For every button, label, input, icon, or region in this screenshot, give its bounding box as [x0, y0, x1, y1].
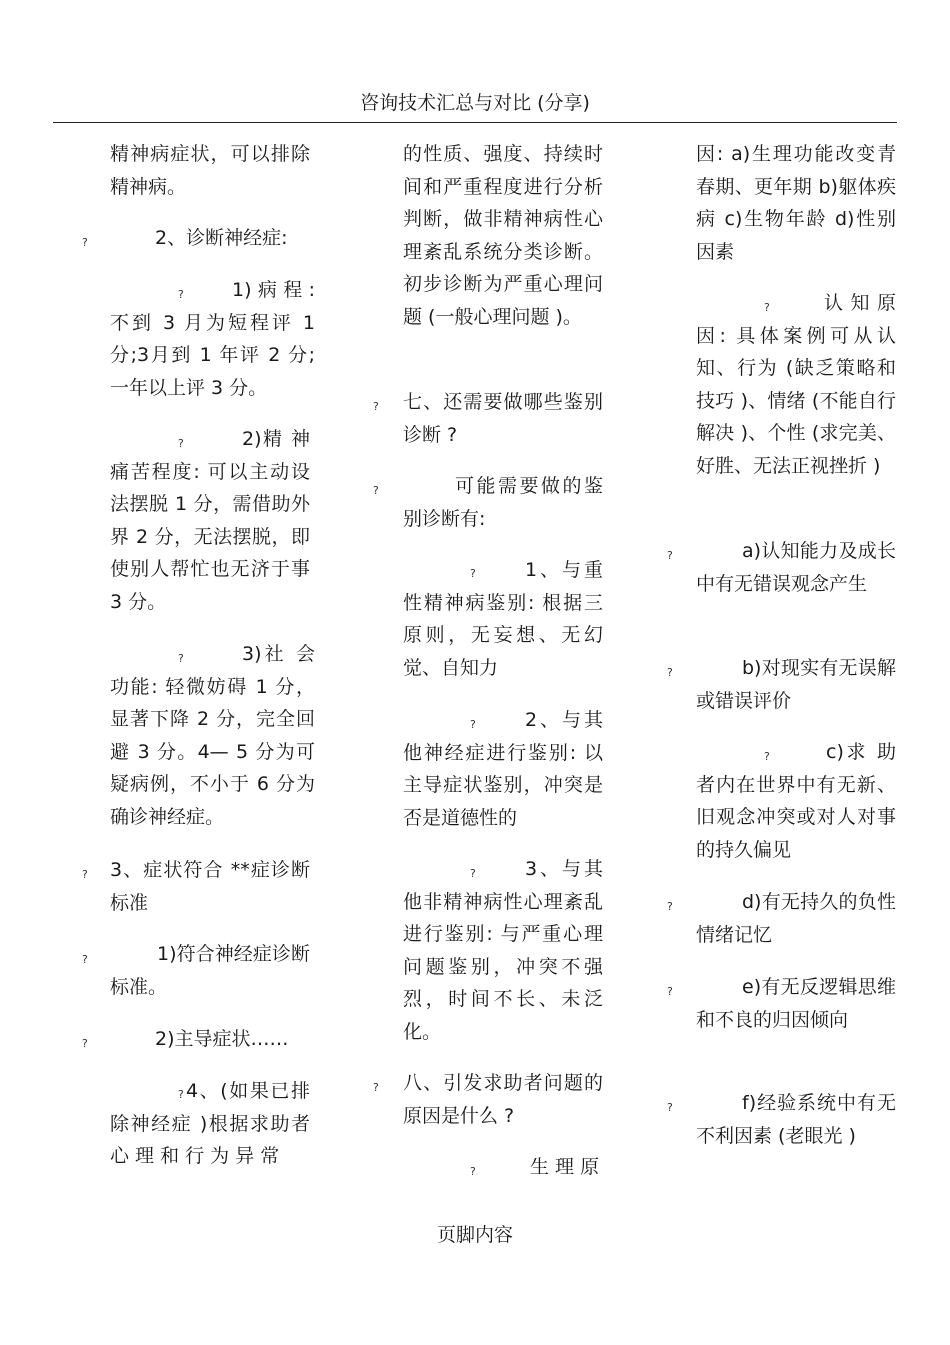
bullet-marker: ?	[667, 549, 673, 562]
bullet-marker: ?	[178, 288, 184, 301]
bullet-marker: ?	[82, 236, 88, 249]
paragraph: 生 理 原	[530, 1156, 600, 1178]
bullet-marker: ?	[178, 1088, 184, 1101]
paragraph: 3)社 会 功能: 轻微妨碍 1 分，显著下降 2 分，完全回避 3 分。4— 5 分为可疑病例，不小于 6 分为确诊神经症。	[110, 643, 315, 828]
paragraph: 3、症状符合 **症诊断标准	[110, 859, 310, 914]
paragraph: 八、引发求助者问题的原因是什么 ?	[403, 1072, 603, 1127]
bullet-marker: ?	[178, 437, 184, 450]
paragraph: 2)主导症状……	[155, 1028, 289, 1050]
bullet-marker: ?	[667, 1101, 673, 1114]
bullet-marker: ?	[470, 1165, 476, 1178]
bullet-marker: ?	[373, 484, 379, 497]
paragraph: 可能需要做的鉴别诊断有:	[403, 475, 603, 530]
paragraph: e)有无反逻辑思维和不良的归因倾向	[696, 976, 896, 1031]
paragraph: 七、还需要做哪些鉴别诊断 ?	[403, 391, 603, 446]
paragraph: 的性质、强度、持续时间和严重程度进行分析判断，做非精神病性心理紊乱系统分类诊断。初步诊断为严重心理问题 (一般心理问题 )。	[403, 143, 603, 328]
bullet-marker: ?	[667, 666, 673, 679]
bullet-marker: ?	[764, 750, 770, 763]
bullet-marker: ?	[667, 900, 673, 913]
paragraph: 1、与重性精神病鉴别: 根据三原则，无妄想、无幻觉、自知力	[403, 559, 603, 679]
paragraph: 精神病症状，可以排除精神病。	[110, 143, 310, 198]
page-header-title: 咨询技术汇总与对比 (分享)	[360, 92, 590, 114]
bullet-marker: ?	[470, 718, 476, 731]
bullet-marker: ?	[470, 867, 476, 880]
paragraph: d)有无持久的负性情绪记忆	[696, 891, 896, 946]
paragraph: 1)病程: 不到 3 月为短程评 1 分;3月到 1 年评 2 分; 一年以上评 3 分。	[110, 279, 315, 399]
header-rule	[53, 122, 897, 123]
paragraph: 2)精 神 痛苦程度: 可以主动设法摆脱 1 分，需借助外界 2 分，无法摆脱，即使别人帮忙也无济于事 3 分。	[110, 428, 310, 613]
bullet-marker: ?	[178, 652, 184, 665]
paragraph: 1)符合神经症诊断标准。	[110, 943, 310, 998]
paragraph: a)认知能力及成长中有无错误观念产生	[696, 540, 896, 595]
bullet-marker: ?	[82, 868, 88, 881]
paragraph: c)求 助 者内在世界中有无新、旧观念冲突或对人对事的持久偏见	[696, 741, 896, 861]
paragraph: 因: a)生理功能改变青春期、更年期 b)躯体疾病 c)生物年龄 d)性别因素	[696, 143, 896, 263]
paragraph: 2、与其他神经症进行鉴别: 以主导症状鉴别，冲突是否是道德性的	[403, 709, 603, 829]
bullet-marker: ?	[373, 1081, 379, 1094]
bullet-marker: ?	[373, 400, 379, 413]
bullet-marker: ?	[82, 1037, 88, 1050]
paragraph: 2、诊断神经症:	[155, 227, 288, 249]
bullet-marker: ?	[667, 985, 673, 998]
bullet-marker: ?	[470, 567, 476, 580]
bullet-marker: ?	[82, 953, 88, 966]
paragraph: 3、与其他非精神病性心理紊乱进行鉴别: 与严重心理问题鉴别，冲突不强烈，时间不长、未泛化。	[403, 858, 603, 1043]
paragraph: 认 知 原 因: 具体案例可从认知、行为 (缺乏策略和技巧 )、情绪 (不能自行解决 )、个性 (求完美、好胜、无法正视挫折 )	[696, 292, 896, 477]
bullet-marker: ?	[764, 301, 770, 314]
paragraph: b)对现实有无误解或错误评价	[696, 657, 896, 712]
page-footer: 页脚内容	[436, 1224, 513, 1246]
paragraph: 4、(如果已排除神经症 )根据求助者 心 理 和 行 为 异 常	[110, 1080, 310, 1167]
paragraph: f)经验系统中有无不利因素 (老眼光 )	[696, 1092, 896, 1147]
